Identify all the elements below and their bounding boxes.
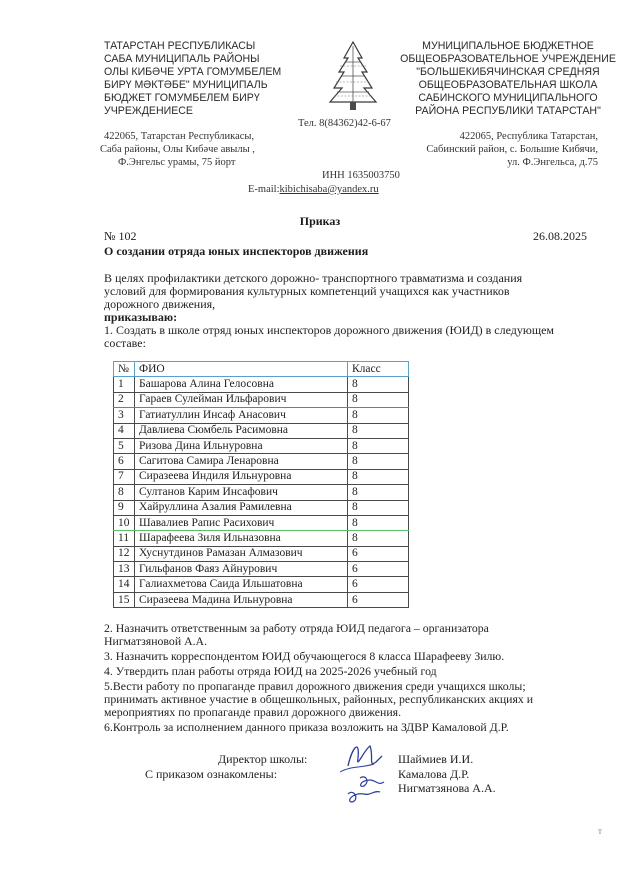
point-1-line: 1. Создать в школе отряд юных инспекторов дорожного движения (ЮИД) в следующем [104, 323, 555, 337]
acquainted-name: Камалова Д.Р. [398, 767, 470, 781]
address-left-line: 422065, Татарстан Республикасы, [104, 131, 255, 142]
row-number: 2 [114, 392, 135, 407]
preamble-line: дорожного движения, [104, 297, 216, 311]
inn-number: ИНН 1635003750 [322, 170, 400, 181]
student-grade: 8 [348, 515, 409, 530]
director-label: Директор школы: [218, 752, 308, 766]
header-left-line: БЮДЖЕТ ГОМУМБЕЛЕМ БИРҮ [104, 92, 260, 104]
address-right-line: 422065, Республика Татарстан, [459, 131, 598, 142]
student-name: Хайруллина Азалия Рамилевна [135, 500, 348, 515]
table-row [114, 438, 409, 453]
header-left-line: ТАТАРСТАН РЕСПУБЛИКАСЫ [104, 40, 256, 52]
members-table [113, 361, 409, 608]
row-number: 5 [114, 438, 135, 453]
row-number: 15 [114, 592, 135, 607]
student-grade: 8 [348, 408, 409, 423]
student-grade: 6 [348, 577, 409, 592]
student-grade: 8 [348, 392, 409, 407]
order-command: приказываю: [104, 310, 178, 324]
table-row [114, 577, 409, 592]
point-5-line: 5.Вести работу по пропаганде правил дорожного движения среди учащихся школы; [104, 679, 526, 693]
header-right-line: САБИНСКОГО МУНИЦИПАЛЬНОГО [418, 92, 598, 104]
table-row [114, 500, 409, 515]
email-link[interactable]: kibichisaba@yandex.ru [279, 184, 379, 195]
point-1-line: составе: [104, 336, 146, 350]
header-left-line: САБА МУНИЦИПАЛЬ РАЙОНЫ [104, 53, 260, 65]
table-row [114, 546, 409, 561]
student-grade: 8 [348, 469, 409, 484]
student-grade: 8 [348, 485, 409, 500]
row-number: 9 [114, 500, 135, 515]
student-grade: 6 [348, 562, 409, 577]
student-name: Давлиева Сюмбель Расимовна [135, 423, 348, 438]
student-name: Шавалиев Рапис Расихович [135, 515, 348, 530]
table-row [114, 531, 409, 546]
student-grade: 8 [348, 500, 409, 515]
row-number: 3 [114, 408, 135, 423]
header-right-block [398, 40, 618, 118]
student-grade: 6 [348, 592, 409, 607]
student-grade: 8 [348, 454, 409, 469]
table-header-cell: Класс [348, 362, 409, 377]
student-name: Башарова Алина Гелосовна [135, 377, 348, 392]
address-right-line: ул. Ф.Энгельса, д.75 [507, 157, 598, 168]
table-row [114, 485, 409, 500]
table-header-cell: № [114, 362, 135, 377]
table-header-row [114, 362, 409, 377]
point-4: 4. Утвердить план работы отряда ЮИД на 2025-2026 учебный год [104, 664, 437, 678]
row-number: 10 [114, 515, 135, 530]
row-number: 11 [114, 531, 135, 546]
address-right-line: Сабинский район, с. Большие Кибячи, [426, 144, 598, 155]
acquainted-label: С приказом ознакомлены: [145, 767, 278, 781]
page-mark: т [598, 826, 602, 836]
row-number: 8 [114, 485, 135, 500]
student-name: Гильфанов Фаяз Айнурович [135, 562, 348, 577]
fir-tree-logo [326, 40, 380, 112]
handwritten-signatures [330, 728, 400, 808]
row-number: 4 [114, 423, 135, 438]
address-left-line: Ф.Энгельс урамы, 75 йорт [118, 157, 236, 168]
address-left-line: Саба районы, Олы Кибәче авылы , [100, 144, 255, 155]
point-6: 6.Контроль за исполнением данного приказа возложить на ЗДВР Камаловой Д.Р. [104, 720, 509, 734]
header-right-line: "БОЛЬШЕКИБЯЧИНСКАЯ СРЕДНЯЯ [416, 66, 600, 78]
order-number: № 102 [104, 229, 137, 243]
student-name: Гараев Сулейман Ильфарович [135, 392, 348, 407]
student-grade: 8 [348, 531, 409, 546]
table-header-cell: ФИО [135, 362, 348, 377]
header-left-line: УЧРЕЖДЕНИЕСЕ [104, 105, 193, 117]
order-subject: О создании отряда юных инспекторов движения [104, 244, 369, 258]
address-left [100, 130, 255, 169]
header-left-block [104, 40, 324, 118]
header-right-line: РАЙОНА РЕСПУБЛИКИ ТАТАРСТАН" [415, 105, 601, 117]
row-number: 13 [114, 562, 135, 577]
student-grade: 8 [348, 438, 409, 453]
student-name: Хуснутдинов Рамазан Алмазович [135, 546, 348, 561]
student-name: Гатиатуллин Инсаф Анасович [135, 408, 348, 423]
point-5-line: принимать активное участие в общешкольных, районных, республиканских акциях и [104, 692, 534, 706]
order-date: 26.08.2025 [533, 229, 587, 243]
director-name: Шаймиев И.И. [398, 752, 474, 766]
email-line [248, 184, 379, 195]
header-left-line: БИРҮ МӘКТӘБЕ" МУНИЦИПАЛЬ [104, 79, 268, 91]
student-grade: 6 [348, 546, 409, 561]
table-row [114, 562, 409, 577]
row-number: 1 [114, 377, 135, 392]
point-5-line: мероприятиях по пропаганде правил дорожного движения. [104, 705, 402, 719]
student-name: Ризова Дина Ильнуровна [135, 438, 348, 453]
row-number: 14 [114, 577, 135, 592]
student-name: Галиахметова Саида Ильшатовна [135, 577, 348, 592]
header-left-line: ОЛЫ КИБӘЧЕ УРТА ГОМУМБЕЛЕМ [104, 66, 282, 78]
email-label: E-mail: [248, 184, 280, 195]
header-right-line: МУНИЦИПАЛЬНОЕ БЮДЖЕТНОЕ [422, 40, 594, 52]
address-right [398, 130, 598, 169]
preamble-line: условий для формирования культурных компетенций учащихся как участников [104, 284, 510, 298]
student-name: Сагитова Самира Ленаровна [135, 454, 348, 469]
student-grade: 8 [348, 423, 409, 438]
student-grade: 8 [348, 377, 409, 392]
row-number: 6 [114, 454, 135, 469]
student-name: Султанов Карим Инсафович [135, 485, 348, 500]
preamble-line: В целях профилактики детского дорожно- транспортного травматизма и создания [104, 271, 523, 285]
student-name: Сиразеева Мадина Ильнуровна [135, 592, 348, 607]
table-row [114, 515, 409, 530]
table-row [114, 423, 409, 438]
table-row [114, 392, 409, 407]
point-2-line: 2. Назначить ответственным за работу отряда ЮИД педагога – организатора [104, 621, 489, 635]
table-row [114, 454, 409, 469]
student-name: Сиразеева Индиля Ильнуровна [135, 469, 348, 484]
row-number: 7 [114, 469, 135, 484]
table-row [114, 377, 409, 392]
header-right-line: ОБЩЕОБРАЗОВАТЕЛЬНАЯ ШКОЛА [418, 79, 598, 91]
phone-number: Тел. 8(84362)42-6-67 [298, 118, 391, 129]
student-name: Шарафеева Зиля Ильназовна [135, 531, 348, 546]
order-title: Приказ [299, 214, 341, 228]
table-row [114, 408, 409, 423]
acquainted-name: Нигматзянова А.А. [398, 781, 496, 795]
header-right-line: ОБЩЕОБРАЗОВАТЕЛЬНОЕ УЧРЕЖДЕНИЕ [400, 53, 616, 65]
point-3: 3. Назначить корреспондентом ЮИД обучающегося 8 класса Шарафееву Зилю. [104, 649, 505, 663]
row-number: 12 [114, 546, 135, 561]
point-2-line: Нигматзяновой А.А. [104, 634, 208, 648]
table-row [114, 469, 409, 484]
table-row [114, 592, 409, 607]
